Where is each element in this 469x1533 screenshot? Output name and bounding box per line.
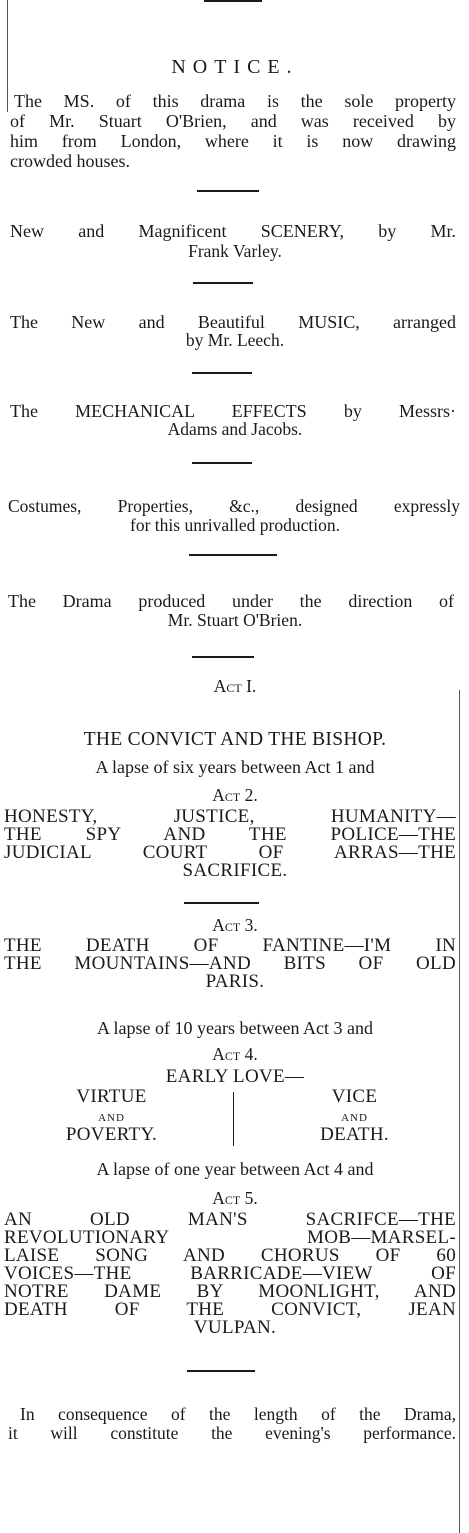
act4-right-bottom: DEATH. xyxy=(320,1124,389,1145)
act2-line: JUDICIAL COURT OF ARRAS—THE xyxy=(4,842,456,863)
lapse-note: A lapse of one year between Act 4 and xyxy=(96,1159,374,1179)
act5-line: DEATH OF THE CONVICT, JEAN xyxy=(4,1299,456,1320)
credit-scenery-line: New and Magnificent SCENERY, by Mr. xyxy=(10,221,456,241)
right-column-border xyxy=(459,690,460,1533)
act2-line: HONESTY, JUSTICE, HUMANITY— xyxy=(4,806,456,827)
act4-right-and: AND xyxy=(341,1112,368,1124)
credit-effects-line: The MECHANICAL EFFECTS by Messrs· xyxy=(10,401,456,421)
left-column-border xyxy=(7,0,8,112)
footer-line: In consequence of the length of the Drama, xyxy=(20,1404,456,1424)
divider xyxy=(187,1370,255,1372)
notice-line: The MS. of this drama is the sole property xyxy=(14,91,456,111)
act3-heading: Act 3. xyxy=(212,915,258,935)
act1-heading: Act I. xyxy=(213,676,257,696)
lapse-note: A lapse of 10 years between Act 3 and xyxy=(97,1018,373,1038)
divider xyxy=(197,190,259,192)
act2-line: THE SPY AND THE POLICE—THE xyxy=(4,824,456,845)
act5-line: LAISE SONG AND CHORUS OF 60 xyxy=(4,1245,456,1266)
act4-split xyxy=(24,1088,442,1150)
act4-title: EARLY LOVE— xyxy=(165,1066,305,1087)
notice-title: NOTICE. xyxy=(171,56,299,78)
act5-line: VOICES—THE BARRICADE—VIEW OF xyxy=(4,1263,456,1284)
act4-left-top: VIRTUE xyxy=(76,1086,147,1107)
divider xyxy=(192,372,252,374)
credit-direction-line: Mr. Stuart O'Brien. xyxy=(167,610,303,630)
act5-line: NOTRE DAME BY MOONLIGHT, AND xyxy=(4,1281,456,1302)
divider xyxy=(192,462,252,464)
act1-title: THE CONVICT AND THE BISHOP. xyxy=(83,729,387,750)
footer-line: it will constitute the evening's performance. xyxy=(8,1423,456,1443)
act3-line: THE DEATH OF FANTINE—I'M IN xyxy=(4,935,456,956)
credit-music-line: The New and Beautiful MUSIC, arranged xyxy=(10,312,456,332)
credit-costumes-line: for this unrivalled production. xyxy=(130,515,340,535)
act4-left-bottom: POVERTY. xyxy=(65,1124,158,1145)
divider xyxy=(193,282,253,284)
act2-heading: Act 2. xyxy=(212,785,258,805)
act5-line: REVOLUTIONARY MOB—MARSEL- xyxy=(4,1227,456,1248)
credit-effects-line: Adams and Jacobs. xyxy=(167,419,303,439)
act3-line: PARIS. xyxy=(205,971,265,992)
divider xyxy=(192,656,254,658)
act5-heading: Act 5. xyxy=(212,1188,258,1208)
top-rule xyxy=(204,0,262,2)
act5-line: AN OLD MAN'S SACRIFCE—THE xyxy=(4,1209,456,1230)
act4-heading: Act 4. xyxy=(212,1044,258,1064)
credit-direction-line: The Drama produced under the direction of xyxy=(8,591,454,611)
lapse-note: A lapse of six years between Act 1 and xyxy=(95,757,375,777)
act4-divider-line xyxy=(233,1092,234,1146)
credit-costumes-line: Costumes, Properties, &c., designed expressly xyxy=(8,496,460,516)
notice-line: him from London, where it is now drawing xyxy=(10,131,456,151)
act4-left-and: AND xyxy=(98,1112,125,1124)
act2-line: SACRIFICE. xyxy=(182,860,288,881)
divider xyxy=(184,902,259,904)
act4-right-top: VICE xyxy=(331,1086,378,1107)
notice-line: of Mr. Stuart O'Brien, and was received by xyxy=(10,111,456,131)
newspaper-column xyxy=(4,0,462,1533)
divider xyxy=(189,554,277,556)
notice-line: crowded houses. xyxy=(10,151,130,171)
credit-scenery-line: Frank Varley. xyxy=(188,241,282,261)
act5-line: VULPAN. xyxy=(193,1317,277,1338)
credit-music-line: by Mr. Leech. xyxy=(185,330,285,350)
act3-line: THE MOUNTAINS—AND BITS OF OLD xyxy=(4,953,456,974)
